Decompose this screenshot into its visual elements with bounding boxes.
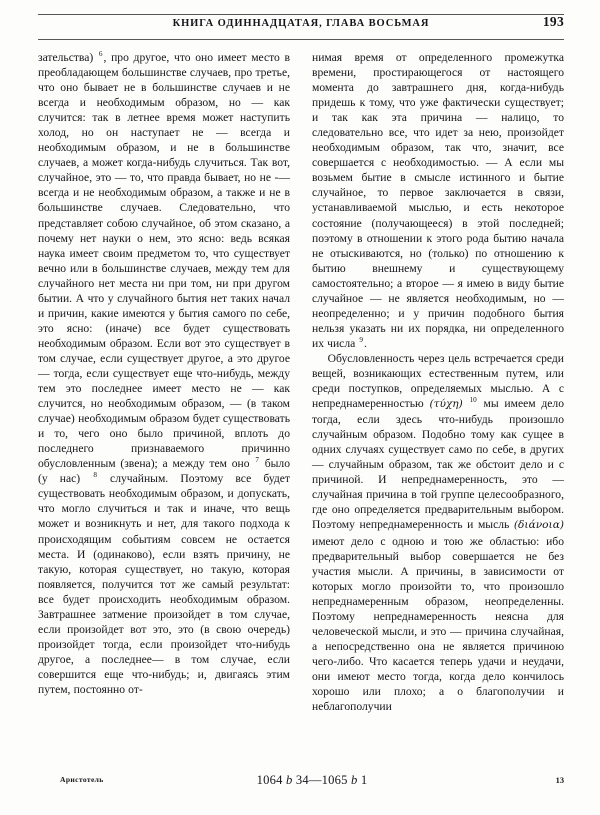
footer-signature-number: 13 [555, 776, 564, 785]
running-head-title: КНИГА ОДИННАДЦАТАЯ, ГЛАВА ВОСЬМАЯ [172, 18, 430, 29]
footnote-marker: 10 [469, 396, 477, 405]
right-column-paragraph-two [312, 351, 564, 714]
header-rule-bottom [38, 39, 564, 40]
bekker-ref-italic-1: b [286, 773, 293, 787]
bekker-ref-part-1: 1064 [256, 773, 286, 787]
header-rule-top [38, 14, 564, 15]
footer-bekker-reference [60, 773, 564, 788]
left-column [38, 50, 290, 714]
right-column-paragraph-one: нимая время от определенного промежутка времени, простирающегося от настоящего момента до завтрашнего дня, когда-нибудь придешь к тому, что уже фактически существует; и так как эта причина — налицо, то следовательно все, что идет за нею, произойдет необходимым образом, так что, значит, все совершается с необходимостью. — А если мы возьмем бытие в смысле истинного и бытие случайное, то первое заключается в связи, устанавливаемой мыслью, и есть некоторое состояние (получающееся) в этой последней; поэтому в отношении к этого рода бытию начала не отыскиваются, но (только) по отношению к бытию внешнему и существующему самостоятельно; а второе — я имею в виду бытие случайное — не является необходимым, но — неопределенно; и у причин подобного бытия нельзя указать ни их порядка, ни определенного их числа $^9$. [312, 51, 564, 350]
bekker-ref-italic-2: b [350, 773, 358, 787]
page-number: 193 [542, 14, 564, 29]
paragraph-text-segment-3: имеют дело с одною и тою же областью: ибо предварительный выбор совершается не без участия мысли. А причины, в зависимости от которых могло произойти то, что произошло непреднамеренным образом, неопределенны. Поэтому непреднамеренность неясна для человеческой мысли, и это — причина случайная, а непосредственно она не является причиною чего-либо. Что касается теперь удачи и неудачи, они имеют место тогда, когда дело кончилось хорошо или плохо; а о благополучии и неблагополучии [312, 534, 564, 714]
footnote-marker: 8 [93, 471, 97, 480]
paragraph-text-segment-1: Обусловленность через цель встречается среди вещей, возникающих естественным путем, или среди поступков, определяемых мыслью. А с непреднамеренностью [312, 351, 564, 411]
greek-term-dianoia: (διάνοια) [513, 519, 564, 532]
footnote-marker: 7 [255, 456, 259, 465]
footnote-marker: 6 [98, 50, 103, 59]
text-columns [38, 50, 565, 714]
left-column-paragraph: зательства) $^6$, про другое, что оно имеет место в преобладающем большинстве случаев, про третье, что оно бывает не в большинстве случаев и не всегда и необходимым образом, но — как случится: так в летнее время может наступить холод, но он наступает не — всегда и необходимым образом, и не в большинстве случаев, а может когда-нибудь случиться. Так вот, случайное, это — то, что правда бывает, но не -— всегда и не необходимым образом, а также и не в большинстве случаев. Следовательно, что представляет собою случайное, об этом сказано, а почему нет науки о нем, это ясно: ведь всякая наука имеет своим предметом то, что существует вечно или в большинстве случаев, между тем для случайного нет места ни при том, ни при другом бытии. А что у случайного бытия нет таких начал и причин, какие имеются у бытия самого по себе, это ясно: (иначе) все будет существовать необходимым образом. Если вот это существует в том случае, если существует другое, а это другое — тогда, если существует еще что-нибудь, между тем это последнее имеет место не — как случится, но необходимым образом, — (в таком случае) необходимым образом будет существовать и то, чего оно было причиной, вплоть до последнего признаваемого причинно обусловленным (звена); а между тем оно $^7$ было (у нас) $^8$ случайным. Поэтому все будет существовать необходимым образом, и допускать, что могло случиться и так и иначе, что вещь может и возникнуть и нет, для такого подхода к происходящим событиям совсем не остается места. И (одинаково), если взять причину, не такую, которая существует, но такую, которая появляется, получится тот же самый результат: все будет происходить необходимым образом. Завтрашнее затмение произойдет в том случае, если произойдет вот это, это (в свою очередь) произойдет тогда, если произойдет что-нибудь другое, а последнее— в том случае, если совершится еще что-нибудь; и, двигаясь этим путем, постоянно от- [38, 50, 291, 696]
page-footer [60, 773, 564, 789]
greek-term-tyche: (τύχη) [429, 398, 463, 411]
footer-author: Аристотель [60, 775, 104, 784]
bekker-ref-part-2: 34—1065 [292, 773, 351, 787]
right-column [312, 50, 564, 714]
bekker-ref-part-3: 1 [357, 773, 368, 787]
running-head [38, 14, 564, 40]
footnote-marker: 9 [359, 336, 363, 345]
paragraph-text-segment-2: $^{10}$ мы имеем дело тогда, если здесь что-нибудь произошло случайным образом. Подобно тому как сущее в одних случаях существует само по себе, в других — случайным образом, так же обстоит дело и с причиной. И непреднамеренность, это — случайная причина в той группе целесообразного, где оно определяется предварительным выбором. Поэтому непреднамеренность и мысль [312, 396, 564, 532]
